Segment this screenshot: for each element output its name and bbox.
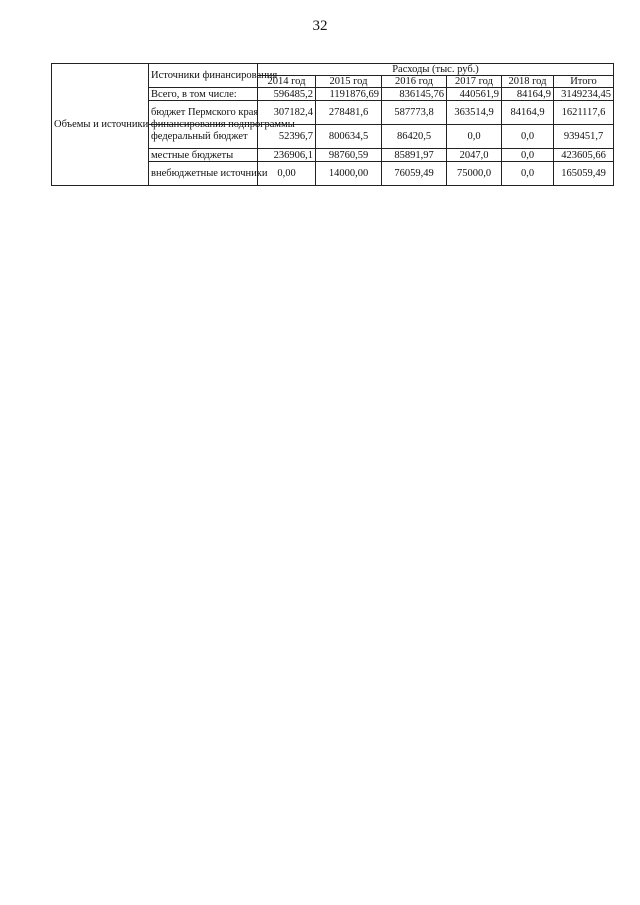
financing-table	[51, 63, 614, 186]
value-cell: 75000,0	[447, 162, 502, 186]
value-cell: 84164,9	[502, 88, 554, 101]
source-cell: федеральный бюджет	[149, 125, 258, 149]
value-cell: 596485,2	[258, 88, 316, 101]
value-cell: 278481,6	[316, 101, 382, 125]
total-header-cell: Итого	[554, 76, 614, 88]
year-header-cell: 2014 год	[258, 76, 316, 88]
value-cell: 0,0	[502, 125, 554, 149]
source-cell: Всего, в том числе:	[149, 88, 258, 101]
value-cell: 440561,9	[447, 88, 502, 101]
value-cell: 0,0	[447, 125, 502, 149]
value-cell: 52396,7	[258, 125, 316, 149]
value-cell: 307182,4	[258, 101, 316, 125]
source-cell: внебюджетные источники	[149, 162, 258, 186]
value-cell: 14000,00	[316, 162, 382, 186]
total-cell: 423605,66	[554, 149, 614, 162]
total-cell: 939451,7	[554, 125, 614, 149]
total-cell: 1621117,6	[554, 101, 614, 125]
total-cell: 3149234,45	[554, 88, 614, 101]
year-header-cell: 2017 год	[447, 76, 502, 88]
page-number: 32	[312, 18, 328, 34]
value-cell: 0,00	[258, 162, 316, 186]
value-cell: 76059,49	[382, 162, 447, 186]
value-cell: 86420,5	[382, 125, 447, 149]
total-cell: 165059,49	[554, 162, 614, 186]
value-cell: 0,0	[502, 162, 554, 186]
table-header-row	[52, 64, 614, 76]
year-header-cell: 2016 год	[382, 76, 447, 88]
value-cell: 587773,8	[382, 101, 447, 125]
value-cell: 800634,5	[316, 125, 382, 149]
sources-header-cell: Источники финансирования	[149, 64, 258, 88]
value-cell: 0,0	[502, 149, 554, 162]
value-cell: 84164,9	[502, 101, 554, 125]
value-cell: 836145,76	[382, 88, 447, 101]
expenses-header-cell: Расходы (тыс. руб.)	[258, 64, 614, 76]
source-cell: местные бюджеты	[149, 149, 258, 162]
value-cell: 1191876,69	[316, 88, 382, 101]
source-cell: бюджет Пермского края	[149, 101, 258, 125]
value-cell: 85891,97	[382, 149, 447, 162]
value-cell: 236906,1	[258, 149, 316, 162]
year-header-cell: 2015 год	[316, 76, 382, 88]
row-label-cell: Объемы и источники финансирования подпрограммы	[52, 64, 149, 186]
value-cell: 98760,59	[316, 149, 382, 162]
value-cell: 363514,9	[447, 101, 502, 125]
value-cell: 2047,0	[447, 149, 502, 162]
year-header-cell: 2018 год	[502, 76, 554, 88]
